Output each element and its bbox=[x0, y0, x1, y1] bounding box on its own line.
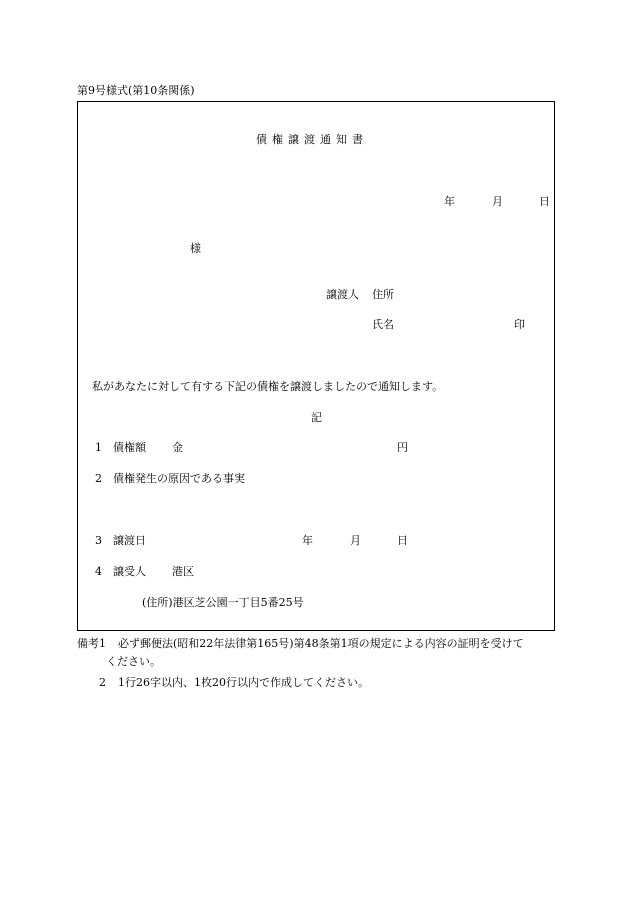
note-2-number: 2 bbox=[99, 676, 106, 689]
notice-form-frame bbox=[77, 101, 555, 631]
addressee-suffix: 様 bbox=[190, 242, 201, 255]
item-3-month: 月 bbox=[350, 534, 361, 547]
assignor-name-label: 氏名 bbox=[372, 318, 394, 331]
item-3-number: 3 bbox=[95, 534, 102, 547]
item-4-label: 譲受人 bbox=[113, 565, 146, 578]
assignor-address-label: 住所 bbox=[372, 288, 394, 301]
item-4-number: 4 bbox=[95, 565, 102, 578]
date-day: 日 bbox=[539, 195, 550, 208]
note-2-text: 1行26字以内、1枚20行以内で作成してください。 bbox=[118, 676, 369, 689]
form-number-label: 第9号様式(第10条関係) bbox=[77, 84, 195, 97]
item-3-label: 譲渡日 bbox=[113, 534, 146, 547]
item-3-year: 年 bbox=[302, 534, 313, 547]
date-month: 月 bbox=[492, 195, 503, 208]
document-title: 債権譲渡通知書 bbox=[256, 133, 368, 146]
item-1-label: 債権額 bbox=[113, 441, 146, 454]
item-2-label: 債権発生の原因である事実 bbox=[113, 472, 245, 485]
item-4-value: 港区 bbox=[172, 565, 194, 578]
notice-statement: 私があなたに対して有する下記の債権を譲渡しましたので通知します。 bbox=[92, 380, 444, 393]
seal-mark: 印 bbox=[514, 318, 525, 331]
item-1-number: 1 bbox=[95, 441, 102, 454]
note-1-line-2: ください。 bbox=[106, 655, 161, 668]
item-4-address: (住所)港区芝公園一丁目5番25号 bbox=[142, 596, 304, 609]
item-2-number: 2 bbox=[95, 472, 102, 485]
item-1-unit: 円 bbox=[397, 441, 408, 454]
notes-prefix: 備考1 bbox=[77, 637, 106, 650]
ki-heading: 記 bbox=[311, 411, 322, 424]
item-3-day: 日 bbox=[397, 534, 408, 547]
note-1-line-1: 必ず郵便法(昭和22年法律第165号)第48条第1項の規定による内容の証明を受けて bbox=[118, 637, 524, 650]
item-1-prefix: 金 bbox=[172, 441, 183, 454]
assignor-label: 譲渡人 bbox=[326, 288, 359, 301]
date-year: 年 bbox=[444, 195, 455, 208]
